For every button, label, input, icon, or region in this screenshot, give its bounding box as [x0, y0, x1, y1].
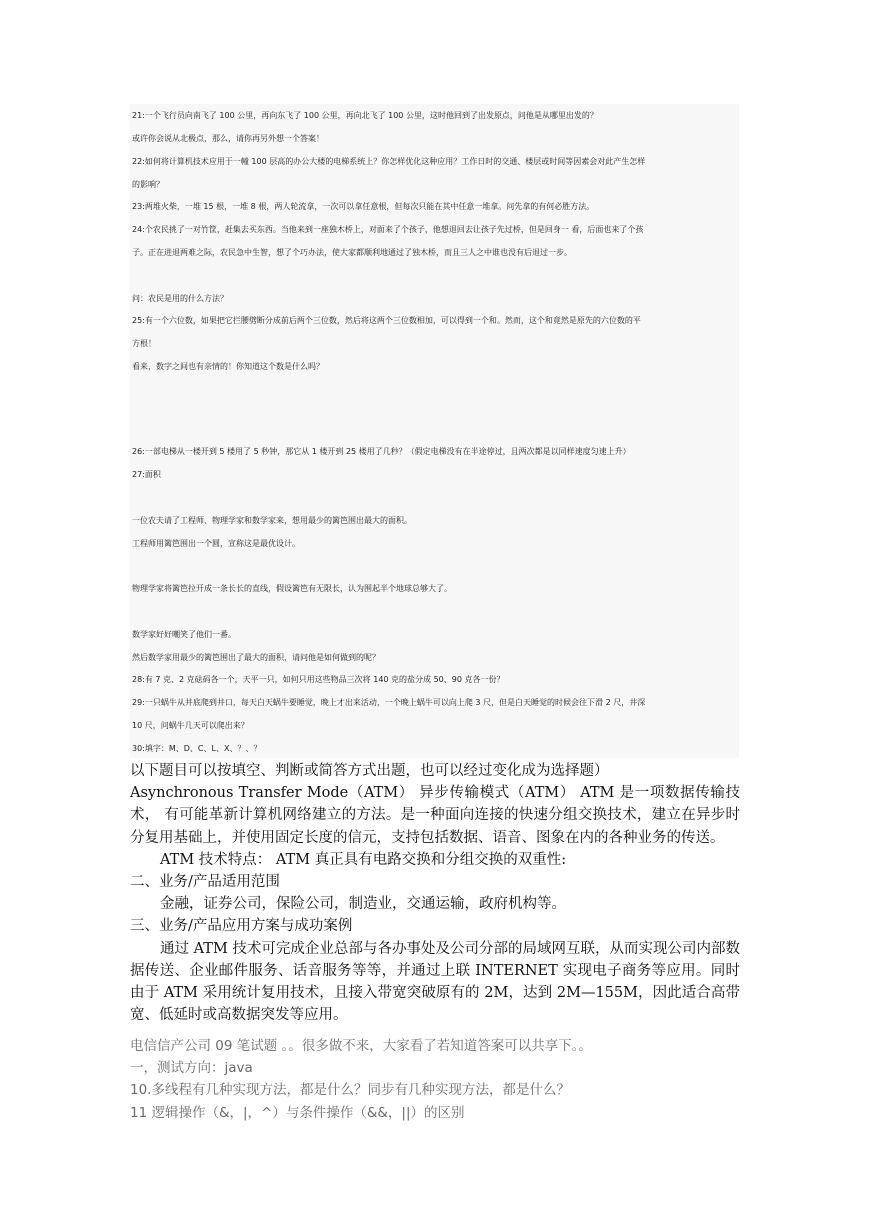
exam-q11: 11 逻辑操作（&，|，^）与条件操作（&&，||）的区别 [130, 1104, 465, 1121]
q27-line1: 一位农夫请了工程师、物理学家和数学家来，想用最少的篱笆围出最大的面积。 [132, 516, 412, 525]
q24-question: 问：农民是用的什么方法？ [132, 294, 228, 303]
q27-question: 然后数学家用最少的篱笆围出了最大的面积，请问他是如何做到的呢？ [132, 653, 380, 662]
q29-line: 29:一只蜗牛从井底爬到井口，每天白天蜗牛要睡觉，晚上才出来活动，一个晚上蜗牛可以向上爬 3 尺，但是白天睡觉的时候会往下滑 2 尺，井深 [132, 698, 646, 707]
atm-definition: Asynchronous Transfer Mode（ATM） 异步传输模式（ATM） ATM 是一项数据传输技术， 有可能革新计算机网络建立的方法。是一种面向连接的快速分组交换技术，建立在异步时分复用基础上，并使用固定长度的信元，支持包括数据、语音、图象在内的各种业务的传送。 [130, 785, 740, 846]
q26-line: 26:一部电梯从一楼开到 5 楼用了 5 秒钟，那它从 1 楼开到 25 楼用了几秒？（假定电梯没有在半途停过，且两次都是以同样速度匀速上升） [132, 447, 631, 456]
q27-title: 27:面积 [132, 470, 161, 479]
q27-line2: 工程师用篱笆围出一个圆，宣称这是最优设计。 [132, 539, 300, 548]
q28-line: 28:有 7 克、2 克砝码各一个，天平一只，如何只用这些物品三次将 140 克的盐分成 50、90 克各一份？ [132, 675, 505, 684]
q21-line: 21:一个飞行员向南飞了 100 公里，再向东飞了 100 公里，再向北飞了 100 公里，这时他回到了出发原点，问他是从哪里出发的？ [132, 111, 598, 120]
q27-line3: 物理学家将篱笆拉开成一条长长的直线，假设篱笆有无限长，认为围起半个地球总够大了。 [132, 584, 452, 593]
q25-line-cont: 方根！ [132, 339, 156, 348]
q25-line: 25:有一个六位数，如果把它拦腰劈断分成前后两个三位数，然后将这两个三位数相加，可以得到一个和。然而，这个和竟然是原先的六位数的平 [132, 316, 641, 325]
q29-line-cont: 10 尺，问蜗牛几天可以爬出来？ [132, 721, 249, 730]
q22-line-cont: 的影响？ [132, 180, 164, 189]
exam-section [130, 1035, 740, 1124]
atm-section [130, 760, 740, 1026]
atm-scope-heading: 二、业务/产品适用范围 [130, 874, 280, 891]
exam-direction: 一，测试方向：java [130, 1060, 253, 1077]
q25-question: 看来，数字之间也有亲情的！你知道这个数是什么吗？ [132, 362, 324, 371]
atm-features: ATM 技术特点： ATM 真正具有电路交换和分组交换的双重性: [160, 851, 567, 868]
q24-line: 24:个农民挑了一对竹筐，赶集去买东西。当他来到一座独木桥上，对面来了个孩子，他想退回去让孩子先过桥，但是回身一 看，后面也来了个孩 [132, 225, 644, 234]
atm-scope-text: 金融，证券公司，保险公司，制造业，交通运输，政府机构等。 [160, 896, 566, 913]
exam-title: 电信信产公司 09 笔试题 。。很多做不来，大家看了若知道答案可以共享下。。 [130, 1038, 593, 1054]
q30-line: 30:填字：M、D、C、L、X、？、？ [132, 744, 262, 753]
q21-note: 或许你会说从北极点，那么，请你再另外想一个答案！ [132, 134, 324, 143]
atm-cases-heading: 三、业务/产品应用方案与成功案例 [130, 918, 353, 935]
atm-cases-text: 通过 ATM 技术可完成企业总部与各办事处及公司分部的局域网互联，从而实现公司内部数据传送、企业邮件服务、话音服务等等，并通过上联 INTERNET 实现电子商务等应用。同时由于 ATM 采用统计复用技术，且接入带宽突破原有的 2M，达到 2M—155M，因此适合高带宽、低延时或高数据突发等应用。 [130, 940, 740, 1024]
atm-intro: 以下题目可以按填空、判断或简答方式出题，也可以经过变化成为选择题） [130, 763, 609, 779]
questions-block [130, 104, 739, 758]
q23-line: 23:两堆火柴，一堆 15 根，一堆 8 根，两人轮流拿，一次可以拿任意根，但每次只能在其中任意一堆拿。问先拿的有何必胜方法。 [132, 202, 595, 211]
q22-line: 22:如何将计算机技术应用于一幢 100 层高的办公大楼的电梯系统上？你怎样优化这种应用？工作日时的交通、楼层或时间等因素会对此产生怎样 [132, 157, 646, 166]
q24-line-cont: 子。正在进退两难之际，农民急中生智，想了个巧办法，使大家都顺利地通过了独木桥，而且三人之中谁也没有后退过一步。 [132, 248, 572, 257]
exam-q10: 10.多线程有几种实现方法，都是什么？同步有几种实现方法，都是什么？ [130, 1082, 570, 1099]
q27-line4: 数学家好好嘲笑了他们一番。 [132, 630, 236, 639]
